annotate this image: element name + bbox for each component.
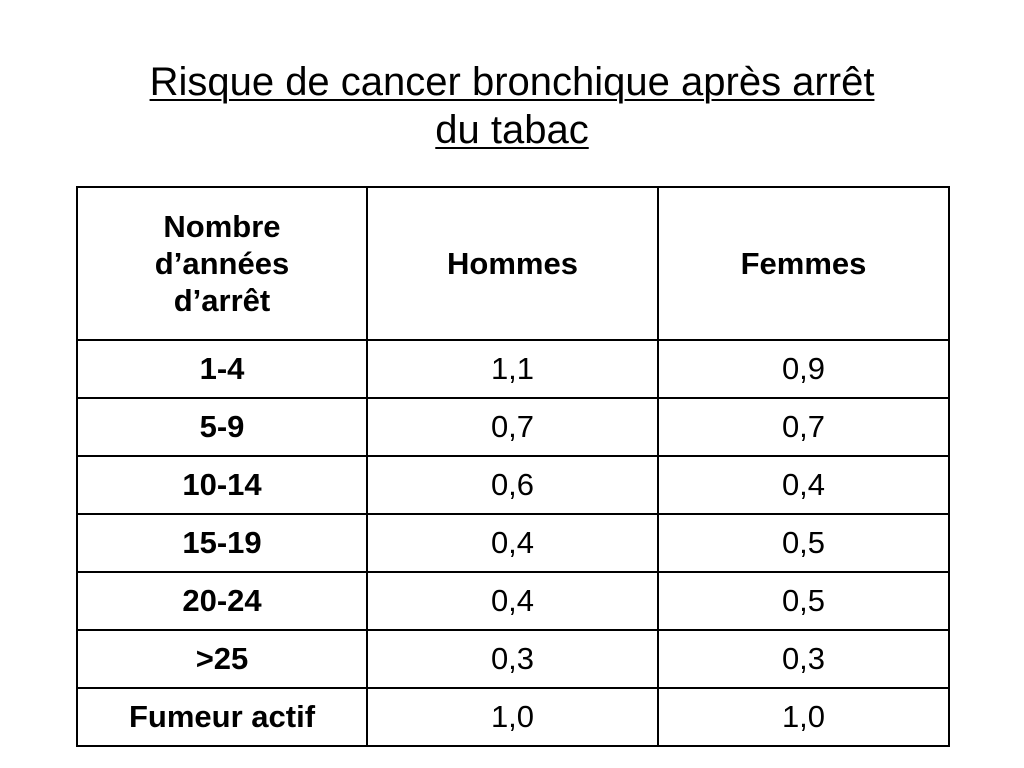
table-row bbox=[77, 340, 949, 398]
row-label: Fumeur actif bbox=[77, 688, 367, 746]
header-years-line-3: d’arrêt bbox=[173, 283, 271, 318]
header-men: Hommes bbox=[367, 187, 658, 340]
cell-women: 0,3 bbox=[658, 630, 949, 688]
table-row bbox=[77, 572, 949, 630]
cell-men: 0,4 bbox=[367, 572, 658, 630]
cell-women: 0,5 bbox=[658, 572, 949, 630]
cell-men: 1,0 bbox=[367, 688, 658, 746]
row-label: 20-24 bbox=[77, 572, 367, 630]
cell-women: 0,5 bbox=[658, 514, 949, 572]
header-years-line-1: Nombre bbox=[163, 209, 281, 244]
header-years-since-quitting bbox=[77, 187, 367, 340]
cell-men: 0,3 bbox=[367, 630, 658, 688]
cell-men: 0,7 bbox=[367, 398, 658, 456]
row-label: 5-9 bbox=[77, 398, 367, 456]
table-row bbox=[77, 630, 949, 688]
header-years-line-2: d’années bbox=[154, 246, 290, 281]
header-women: Femmes bbox=[658, 187, 949, 340]
table-row bbox=[77, 688, 949, 746]
cell-men: 0,6 bbox=[367, 456, 658, 514]
row-label: 10-14 bbox=[77, 456, 367, 514]
cell-women: 0,9 bbox=[658, 340, 949, 398]
table-header-row bbox=[77, 187, 949, 340]
slide-title bbox=[0, 58, 1024, 154]
row-label: 15-19 bbox=[77, 514, 367, 572]
cell-men: 0,4 bbox=[367, 514, 658, 572]
slide-title-line-1: Risque de cancer bronchique après arrêt bbox=[149, 60, 875, 104]
row-label: 1-4 bbox=[77, 340, 367, 398]
risk-table bbox=[76, 186, 950, 747]
slide-title-line-2: du tabac bbox=[435, 108, 589, 152]
cell-women: 0,7 bbox=[658, 398, 949, 456]
table-row bbox=[77, 514, 949, 572]
table-row bbox=[77, 398, 949, 456]
row-label: >25 bbox=[77, 630, 367, 688]
cell-men: 1,1 bbox=[367, 340, 658, 398]
cell-women: 1,0 bbox=[658, 688, 949, 746]
cell-women: 0,4 bbox=[658, 456, 949, 514]
table-row bbox=[77, 456, 949, 514]
